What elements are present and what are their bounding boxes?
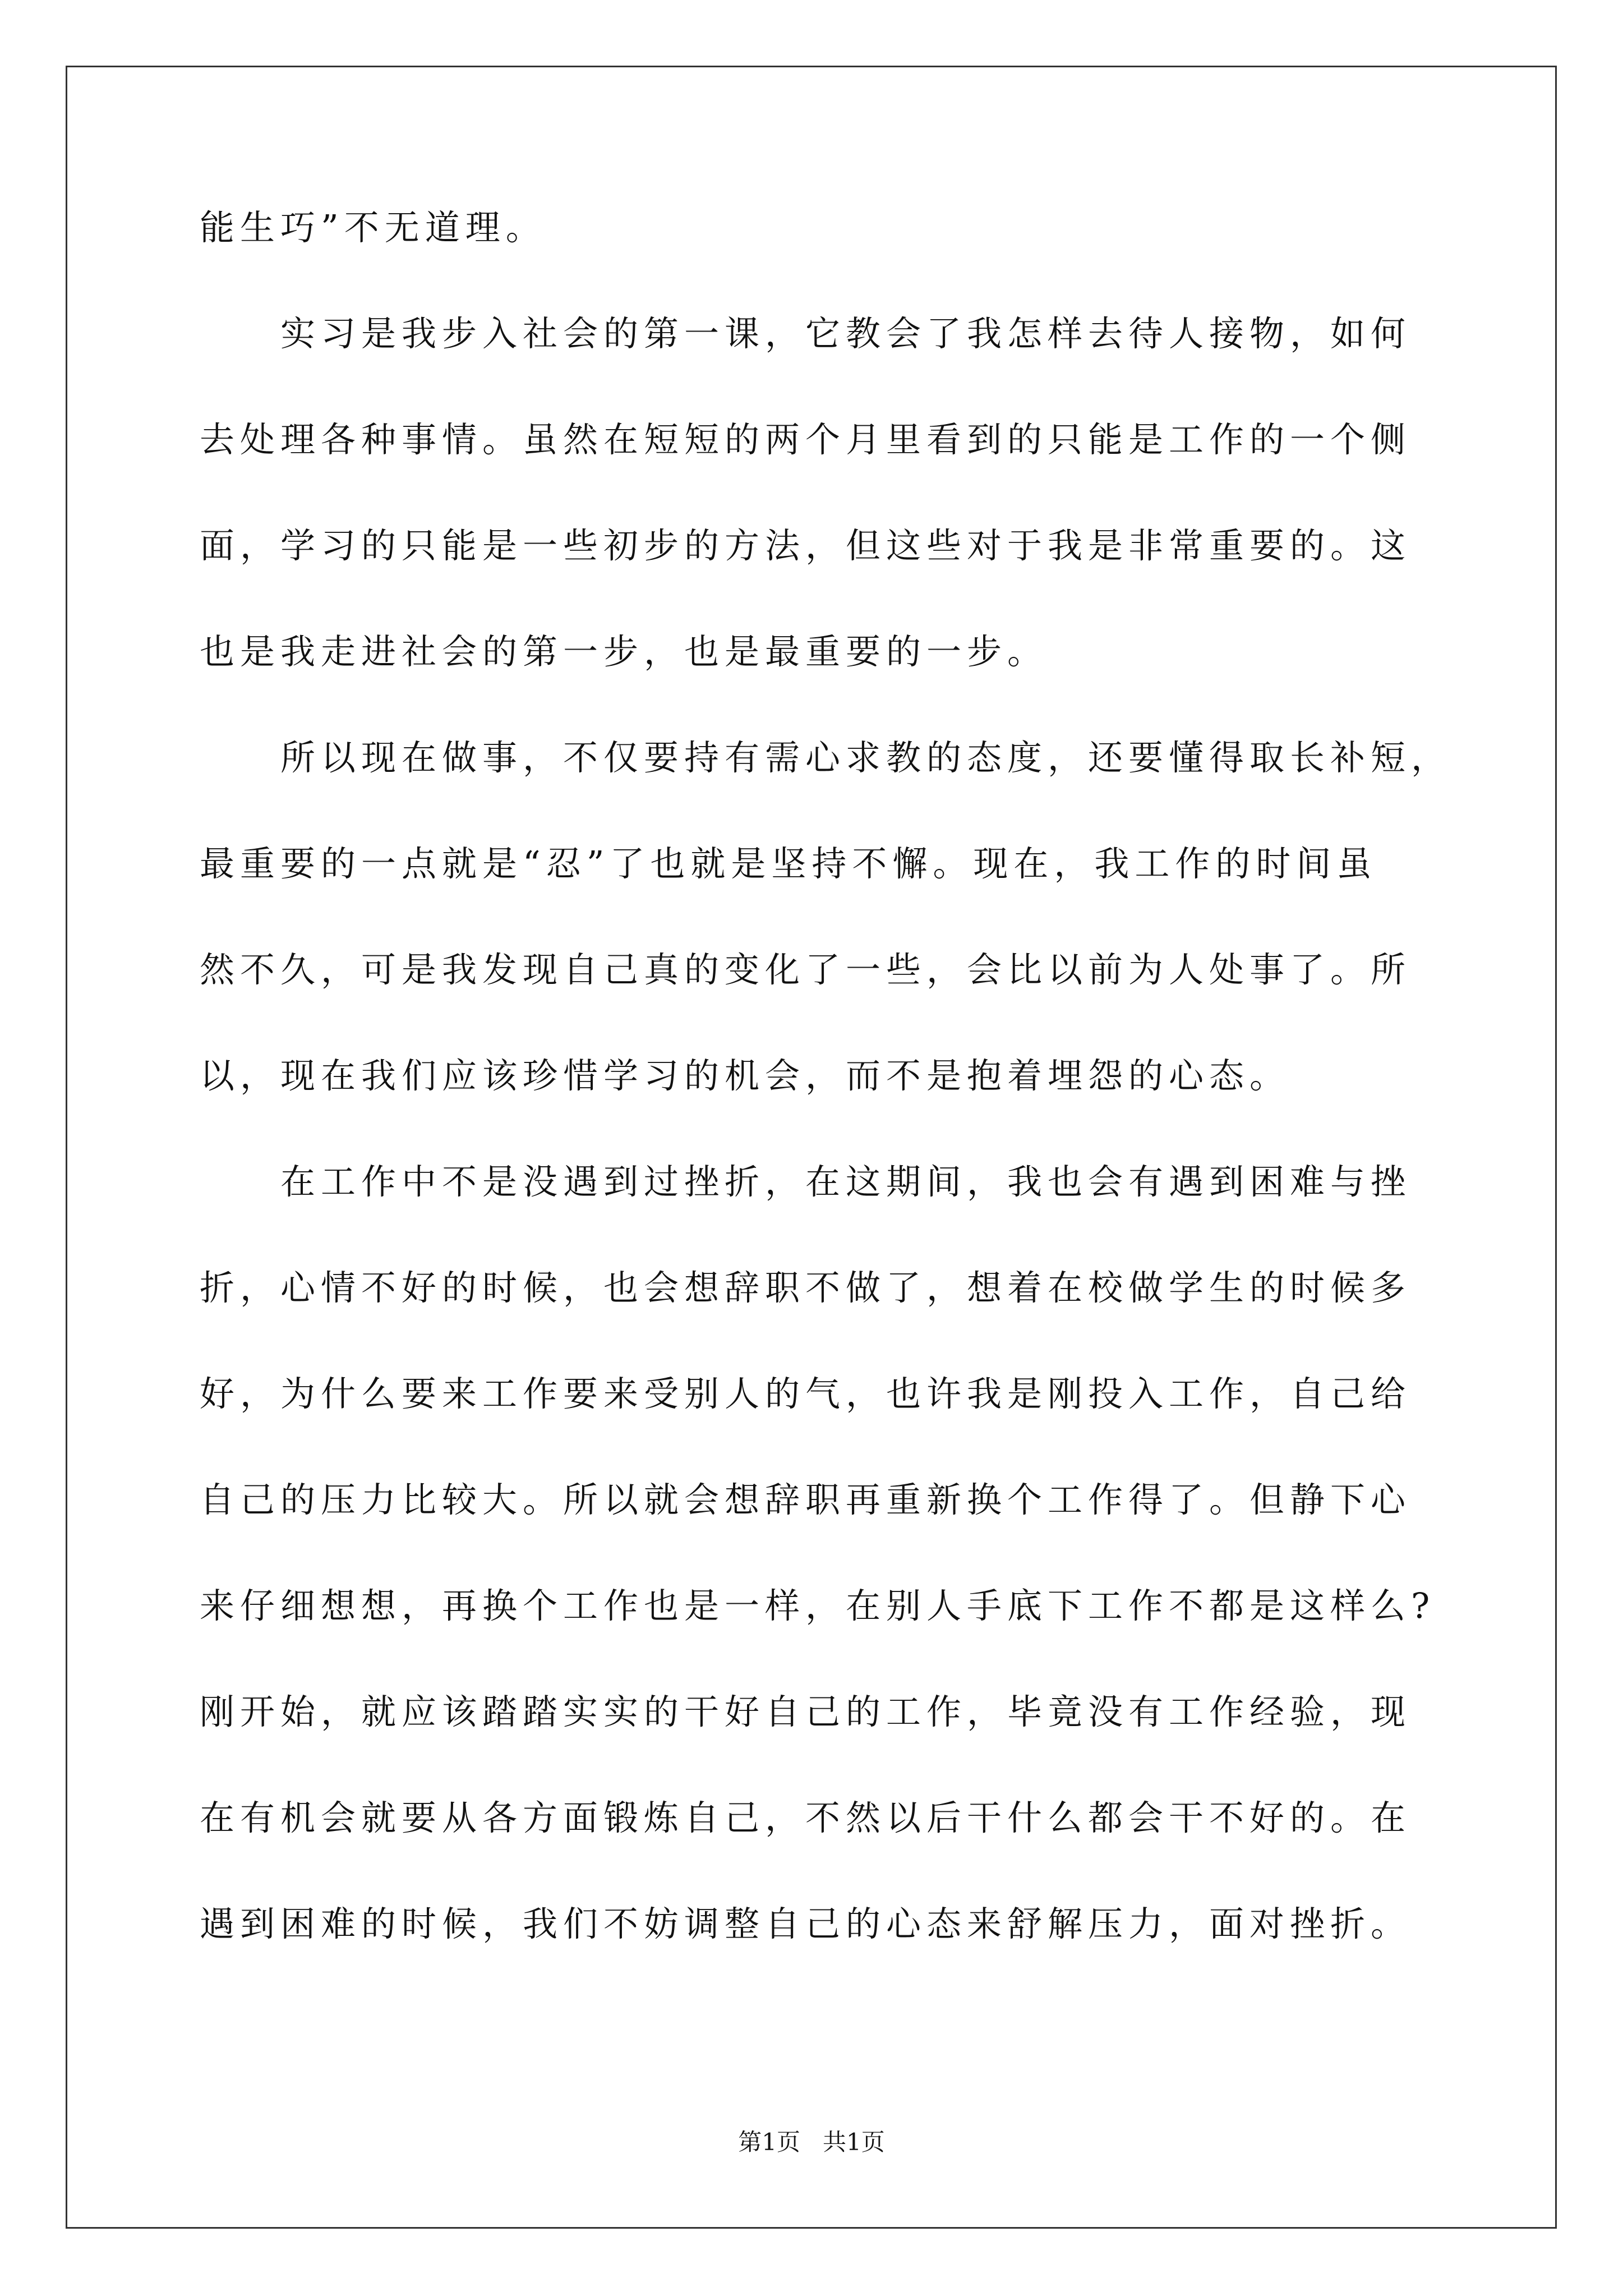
text-line: 面，学习的只能是一些初步的方法，但这些对于我是非常重要的。这: [200, 525, 1412, 566]
text-line: 好，为什么要来工作要来受别人的气，也许我是刚投入工作，自己给: [200, 1373, 1412, 1414]
text-line: 实习是我步入社会的第一课，它教会了我怎样去待人接物，如何: [280, 313, 1412, 354]
text-line: 能生巧”不无道理。: [200, 207, 546, 248]
text-line: 遇到困难的时候，我们不妨调整自己的心态来舒解压力，面对挫折。: [200, 1903, 1412, 1944]
text-line: 以，现在我们应该珍惜学习的机会，而不是抱着埋怨的心态。: [200, 1055, 1290, 1096]
text-line: 所以现在做事，不仅要持有需心求教的态度，还要懂得取长补短，: [280, 737, 1452, 778]
text-line: 自己的压力比较大。所以就会想辞职再重新换个工作得了。但静下心: [200, 1479, 1412, 1520]
document-body: [200, 207, 1452, 2013]
text-line: 然不久，可是我发现自己真的变化了一些，会比以前为人处事了。所: [200, 949, 1412, 990]
text-line: 最重要的一点就是“忍”了也就是坚持不懈。现在，我工作的时间虽: [200, 843, 1377, 884]
text-line: 来仔细想想，再换个工作也是一样，在别人手底下工作不都是这样么?: [200, 1585, 1436, 1626]
text-line: 在有机会就要从各方面锻炼自己，不然以后干什么都会干不好的。在: [200, 1797, 1412, 1838]
text-line: 折，心情不好的时候，也会想辞职不做了，想着在校做学生的时候多: [200, 1267, 1412, 1308]
text-line: 去处理各种事情。虽然在短短的两个月里看到的只能是工作的一个侧: [200, 419, 1412, 460]
page-footer: 第1页 共1页: [738, 2128, 885, 2156]
text-line: 也是我走进社会的第一步，也是最重要的一步。: [200, 631, 1048, 672]
text-line: 在工作中不是没遇到过挫折，在这期间，我也会有遇到困难与挫: [280, 1161, 1412, 1202]
text-line: 刚开始，就应该踏踏实实的干好自己的工作，毕竟没有工作经验，现: [200, 1691, 1412, 1732]
